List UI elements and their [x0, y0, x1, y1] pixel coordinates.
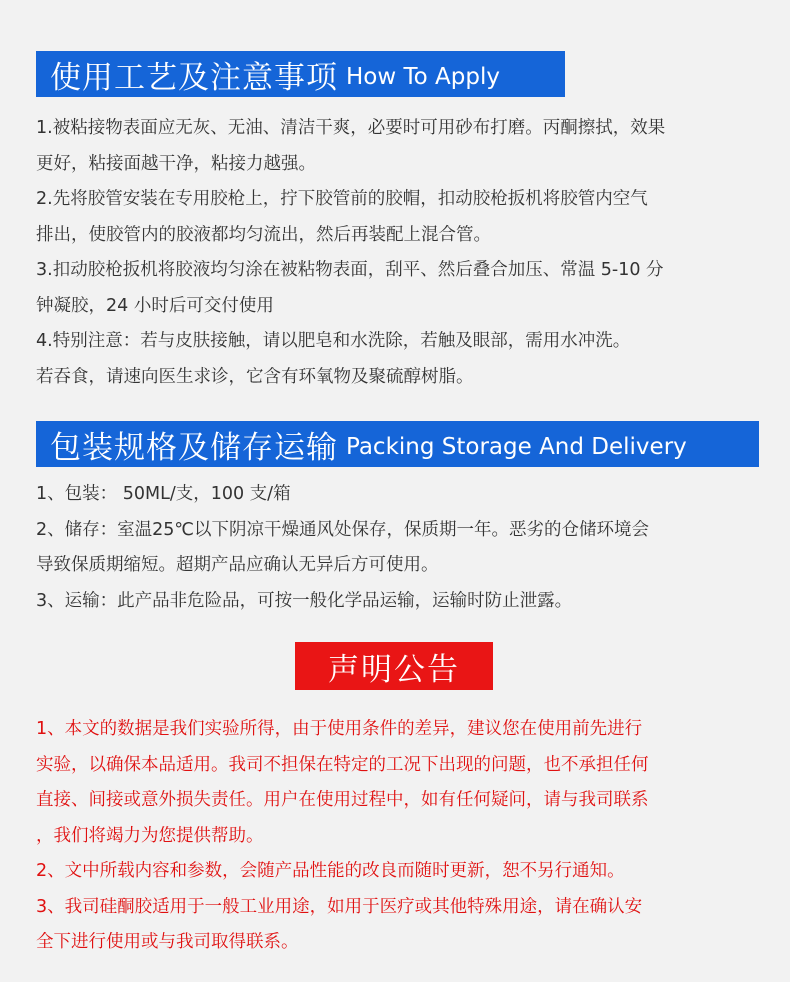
apply-line: 3.扣动胶枪扳机将胶液均匀涂在被粘物表面，刮平、然后叠合加压、常温 5-10 分 [36, 260, 664, 280]
notice-line: ，我们将竭力为您提供帮助。 [36, 825, 264, 846]
apply-title-en: How To Apply [346, 64, 500, 90]
packing-details [36, 477, 778, 619]
apply-line: 若吞食，请速向医生求诊，它含有环氧物及聚硫醇树脂。 [36, 366, 474, 387]
apply-line: 2.先将胶管安装在专用胶枪上，拧下胶管前的胶帽，扣动胶枪扳机将胶管内空气 [36, 189, 648, 209]
packing-section-banner [36, 421, 759, 467]
notice-line: 直接、间接或意外损失责任。用户在使用过程中，如有任何疑问，请与我司联系 [36, 790, 649, 810]
notice-section-banner [295, 642, 493, 690]
apply-line: 1.被粘接物表面应无灰、无油、清洁干爽，必要时可用砂布打磨。丙酮擦拭，效果 [36, 118, 666, 138]
packing-line: 1、包装： 50ML/支，100 支/箱 [36, 484, 291, 504]
apply-title-zh: 使用工艺及注意事项 [50, 59, 338, 96]
packing-line: 3、运输：此产品非危险品，可按一般化学品运输，运输时防止泄露。 [36, 590, 573, 611]
packing-title-en: Packing Storage And Delivery [346, 434, 687, 460]
notice-line: 全下进行使用或与我司取得联系。 [36, 932, 299, 952]
notice-line: 2、文中所载内容和参数，会随产品性能的改良而随时更新，恕不另行通知。 [36, 861, 625, 881]
packing-line: 导致保质期缩短。超期产品应确认无异后方可使用。 [36, 555, 439, 575]
apply-instructions [36, 111, 778, 395]
apply-line: 更好，粘接面越干净，粘接力越强。 [36, 153, 316, 174]
notice-line: 实验，以确保本品适用。我司不担保在特定的工况下出现的问题，也不承担任何 [36, 754, 649, 775]
notice-line: 3、我司硅酮胶适用于一般工业用途，如用于医疗或其他特殊用途，请在确认安 [36, 896, 643, 917]
apply-line: 4.特别注意：若与皮肤接触，请以肥皂和水洗除，若触及眼部，需用水冲洗。 [36, 331, 631, 351]
apply-section-banner [36, 51, 565, 97]
packing-line: 2、储存：室温25℃以下阴凉干燥通风处保存，保质期一年。恶劣的仓储环境会 [36, 519, 650, 540]
notice-title: 声明公告 [328, 651, 460, 688]
notice-details [36, 712, 778, 961]
packing-title-zh: 包装规格及储存运输 [50, 429, 338, 466]
apply-line: 排出，使胶管内的胶液都均匀流出，然后再装配上混合管。 [36, 224, 491, 245]
notice-line: 1、本文的数据是我们实验所得，由于使用条件的差异，建议您在使用前先进行 [36, 719, 643, 739]
apply-line: 钟凝胶，24 小时后可交付使用 [36, 295, 274, 316]
